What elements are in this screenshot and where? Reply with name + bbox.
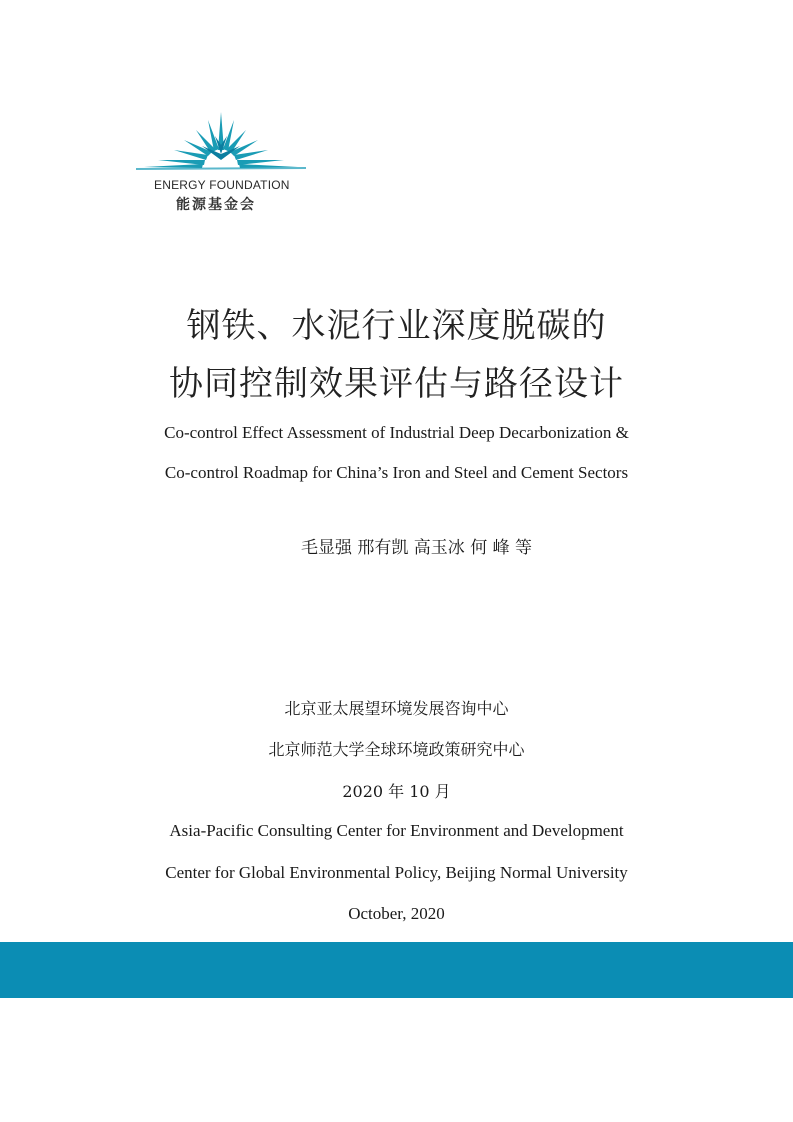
logo-org-english: ENERGY FOUNDATION xyxy=(154,178,290,192)
logo-org-chinese: 能源基金会 xyxy=(176,197,256,213)
institution-english-1: Asia-Pacific Consulting Center for Environment and Development xyxy=(169,821,624,840)
title-english-line-1: Co-control Effect Assessment of Industrial Deep Decarbonization & xyxy=(164,423,629,442)
date-english: October, 2020 xyxy=(348,904,445,923)
title-chinese-line-1: 钢铁、水泥行业深度脱碳的 xyxy=(186,306,607,346)
institution-chinese-2: 北京师范大学全球环境政策研究中心 xyxy=(268,740,525,759)
institution-chinese-1: 北京亚太展望环境发展咨询中心 xyxy=(284,699,509,718)
authors: 毛显强 邢有凯 高玉冰 何 峰 等 xyxy=(300,538,533,558)
footer-color-band xyxy=(0,942,793,998)
date-chinese: 2020 年 10 月 xyxy=(342,782,451,801)
institution-english-2: Center for Global Environmental Policy, Beijing Normal University xyxy=(165,863,628,882)
title-english-line-2: Co-control Roadmap for China’s Iron and Steel and Cement Sectors xyxy=(164,463,629,482)
starburst-logo-icon xyxy=(136,110,306,178)
energy-foundation-logo xyxy=(136,110,306,215)
title-chinese-line-2: 协同控制效果评估与路径设计 xyxy=(169,364,624,404)
